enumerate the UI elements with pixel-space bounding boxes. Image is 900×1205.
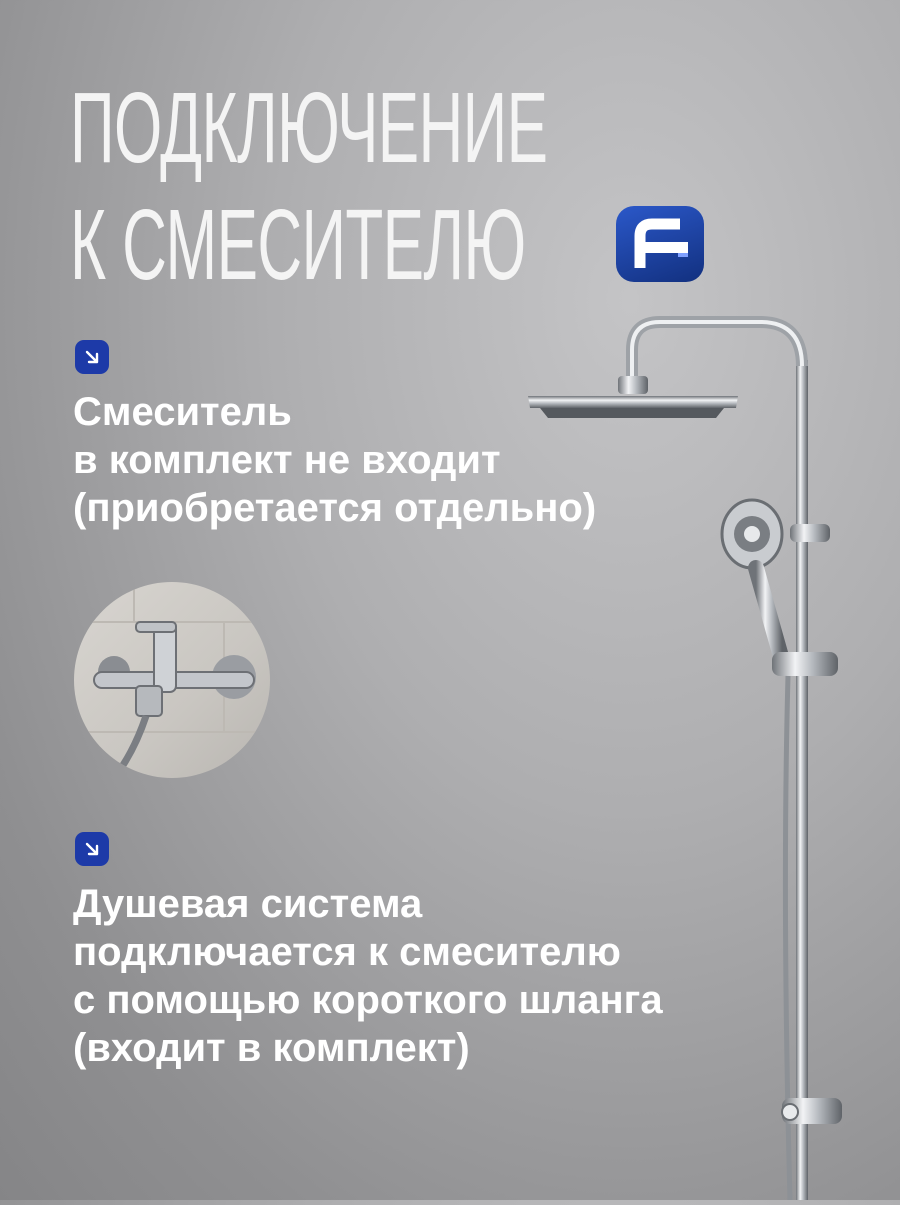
shower-system-photo <box>520 300 900 1200</box>
mixer-not-included-note <box>73 388 596 532</box>
note1-line-1: Смеситель <box>73 390 292 434</box>
faucet-logo-icon <box>616 206 704 282</box>
note2-line-3: с помощью короткого шланга <box>73 978 663 1022</box>
note1-line-3: (приобретается отдельно) <box>73 486 597 530</box>
arrow-down-right-icon <box>75 340 109 374</box>
note2-line-2: подключается к смесителю <box>73 930 621 974</box>
note2-line-1: Душевая система <box>73 882 423 926</box>
mixer-photo <box>74 582 270 778</box>
page-title-line-1: ПОДКЛЮЧЕНИЕ <box>70 72 548 184</box>
arrow-down-right-icon <box>75 832 109 866</box>
page-title-line-2: К СМЕСИТЕЛЮ <box>70 189 526 301</box>
note2-line-4: (входит в комплект) <box>73 1026 470 1070</box>
note1-line-2: в комплект не входит <box>73 438 501 482</box>
